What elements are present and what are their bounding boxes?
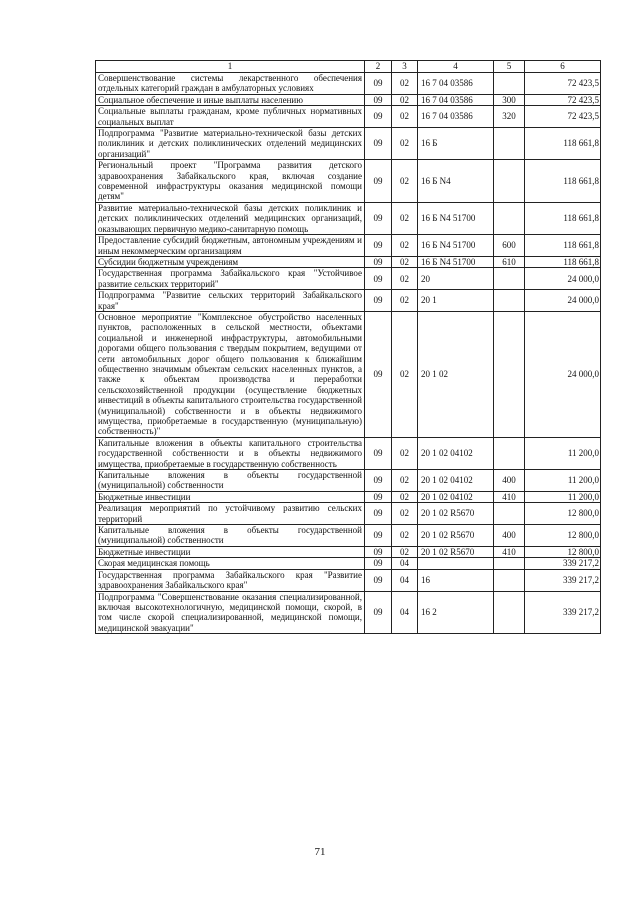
row-subsection: 02: [392, 525, 418, 547]
row-subsection: 02: [392, 106, 418, 128]
row-target-article: 16 Б N4 51700: [418, 256, 494, 267]
header-col-6: 6: [525, 61, 601, 73]
row-name: Капитальные вложения в объекты капитального строительства государственной собственности и в объекты недвижимого имущества, приобретаемые в государственную собственность: [96, 437, 365, 469]
row-expense-type: [494, 290, 525, 312]
row-expense-type: 600: [494, 235, 525, 257]
table-row: [96, 437, 601, 469]
row-target-article: 20 1 02 R5670: [418, 525, 494, 547]
row-expense-type: [494, 569, 525, 591]
row-amount: 11 200,0: [525, 437, 601, 469]
row-expense-type: 300: [494, 94, 525, 105]
row-amount: 339 217,2: [525, 569, 601, 591]
budget-table-sheet: [95, 60, 601, 634]
row-name: Государственная программа Забайкальского края "Устойчивое развитие сельских территорий": [96, 268, 365, 290]
row-section: 09: [365, 290, 392, 312]
row-section: 09: [365, 160, 392, 203]
table-row: [96, 268, 601, 290]
row-name: Подпрограмма "Развитие сельских территорий Забайкальского края": [96, 290, 365, 312]
row-section: 09: [365, 94, 392, 105]
row-name: Бюджетные инвестиции: [96, 491, 365, 502]
row-subsection: 02: [392, 437, 418, 469]
table-row: [96, 591, 601, 634]
table-row: [96, 73, 601, 95]
table-row: [96, 290, 601, 312]
budget-table: [95, 60, 601, 634]
table-row: [96, 311, 601, 437]
row-name: Государственная программа Забайкальского края "Развитие здравоохранения Забайкальского края": [96, 569, 365, 591]
row-target-article: 20 1 02 04102: [418, 470, 494, 492]
table-row: [96, 256, 601, 267]
row-subsection: 02: [392, 546, 418, 557]
table-row: [96, 546, 601, 557]
row-amount: 72 423,5: [525, 106, 601, 128]
table-row: [96, 160, 601, 203]
row-subsection: 02: [392, 268, 418, 290]
row-expense-type: 610: [494, 256, 525, 267]
table-body: [96, 73, 601, 634]
header-col-1: 1: [96, 61, 365, 73]
row-target-article: 16 Б N4: [418, 160, 494, 203]
row-target-article: 16 Б: [418, 128, 494, 160]
row-subsection: 02: [392, 73, 418, 95]
header-col-2: 2: [365, 61, 392, 73]
row-name: Бюджетные инвестиции: [96, 546, 365, 557]
row-subsection: 04: [392, 591, 418, 634]
row-amount: 339 217,2: [525, 558, 601, 569]
row-amount: 118 661,8: [525, 160, 601, 203]
row-section: 09: [365, 569, 392, 591]
table-row: [96, 128, 601, 160]
row-name: Предоставление субсидий бюджетным, автономным учреждениям и иным некоммерческим организациям: [96, 235, 365, 257]
row-section: 09: [365, 256, 392, 267]
header-row: [96, 61, 601, 73]
row-section: 09: [365, 268, 392, 290]
row-section: 09: [365, 235, 392, 257]
row-section: 09: [365, 437, 392, 469]
row-subsection: 02: [392, 202, 418, 234]
row-amount: 72 423,5: [525, 73, 601, 95]
row-expense-type: [494, 268, 525, 290]
row-amount: 118 661,8: [525, 202, 601, 234]
row-amount: 12 800,0: [525, 503, 601, 525]
row-name: Подпрограмма "Совершенствование оказания специализированной, включая высокотехнологичную, медицинской помощи, скорой, в том числе скорой специализированной, медицинской помощи, медицинской эвакуации": [96, 591, 365, 634]
row-amount: 24 000,0: [525, 311, 601, 437]
row-amount: 118 661,8: [525, 128, 601, 160]
table-row: [96, 525, 601, 547]
row-subsection: 04: [392, 558, 418, 569]
row-amount: 12 800,0: [525, 525, 601, 547]
row-expense-type: [494, 311, 525, 437]
row-amount: 24 000,0: [525, 268, 601, 290]
row-section: 09: [365, 591, 392, 634]
row-section: 09: [365, 525, 392, 547]
row-amount: 11 200,0: [525, 491, 601, 502]
table-row: [96, 202, 601, 234]
row-section: 09: [365, 491, 392, 502]
row-target-article: 16 Б N4 51700: [418, 202, 494, 234]
row-expense-type: [494, 503, 525, 525]
row-expense-type: 400: [494, 470, 525, 492]
row-subsection: 02: [392, 290, 418, 312]
row-name: Капитальные вложения в объекты государственной (муниципальной) собственности: [96, 525, 365, 547]
row-amount: 118 661,8: [525, 256, 601, 267]
row-target-article: 16: [418, 569, 494, 591]
row-target-article: 20 1 02 R5670: [418, 546, 494, 557]
row-section: 09: [365, 106, 392, 128]
row-subsection: 02: [392, 503, 418, 525]
row-amount: 339 217,2: [525, 591, 601, 634]
row-expense-type: 410: [494, 491, 525, 502]
row-section: 09: [365, 311, 392, 437]
header-col-3: 3: [392, 61, 418, 73]
row-section: 09: [365, 128, 392, 160]
row-subsection: 04: [392, 569, 418, 591]
row-expense-type: [494, 160, 525, 203]
row-expense-type: 400: [494, 525, 525, 547]
row-name: Совершенствование системы лекарственного обеспечения отдельных категорий граждан в амбулаторных условиях: [96, 73, 365, 95]
row-expense-type: 410: [494, 546, 525, 557]
row-name: Региональный проект "Программа развития детского здравоохранения Забайкальского края, включая создание современной инфраструктуры оказания медицинской помощи детям": [96, 160, 365, 203]
row-target-article: [418, 558, 494, 569]
row-expense-type: [494, 558, 525, 569]
header-col-5: 5: [494, 61, 525, 73]
table-row: [96, 235, 601, 257]
table-row: [96, 503, 601, 525]
page-number: 71: [314, 846, 326, 858]
row-subsection: 02: [392, 311, 418, 437]
row-name: Развитие материально-технической базы детских поликлиник и детских поликлинических отделений медицинских организаций, оказывающих первичную медико-санитарную помощь: [96, 202, 365, 234]
row-amount: 24 000,0: [525, 290, 601, 312]
header-col-4: 4: [418, 61, 494, 73]
row-target-article: 20 1 02: [418, 311, 494, 437]
row-section: 09: [365, 558, 392, 569]
row-target-article: 20: [418, 268, 494, 290]
row-name: Социальные выплаты гражданам, кроме публичных нормативных социальных выплат: [96, 106, 365, 128]
row-name: Капитальные вложения в объекты государственной (муниципальной) собственности: [96, 470, 365, 492]
row-subsection: 02: [392, 470, 418, 492]
table-row: [96, 470, 601, 492]
row-target-article: 16 7 04 03586: [418, 73, 494, 95]
row-subsection: 02: [392, 128, 418, 160]
row-section: 09: [365, 503, 392, 525]
row-target-article: 16 Б N4 51700: [418, 235, 494, 257]
row-section: 09: [365, 470, 392, 492]
table-row: [96, 558, 601, 569]
row-amount: 72 423,5: [525, 94, 601, 105]
table-row: [96, 569, 601, 591]
row-name: Подпрограмма "Развитие материально-технической базы детских поликлиник и детских поликлинических отделений медицинских организаций": [96, 128, 365, 160]
row-amount: 12 800,0: [525, 546, 601, 557]
row-name: Реализация мероприятий по устойчивому развитию сельских территорий: [96, 503, 365, 525]
row-expense-type: [494, 128, 525, 160]
row-target-article: 20 1 02 04102: [418, 491, 494, 502]
row-target-article: 20 1: [418, 290, 494, 312]
row-subsection: 02: [392, 256, 418, 267]
row-amount: 118 661,8: [525, 235, 601, 257]
row-section: 09: [365, 73, 392, 95]
row-expense-type: 320: [494, 106, 525, 128]
row-name: Скорая медицинская помощь: [96, 558, 365, 569]
row-expense-type: [494, 73, 525, 95]
row-target-article: 20 1 02 R5670: [418, 503, 494, 525]
row-amount: 11 200,0: [525, 470, 601, 492]
row-target-article: 16 2: [418, 591, 494, 634]
table-row: [96, 106, 601, 128]
row-section: 09: [365, 546, 392, 557]
row-subsection: 02: [392, 160, 418, 203]
row-expense-type: [494, 437, 525, 469]
row-target-article: 16 7 04 03586: [418, 94, 494, 105]
row-expense-type: [494, 202, 525, 234]
row-subsection: 02: [392, 491, 418, 502]
row-section: 09: [365, 202, 392, 234]
row-target-article: 20 1 02 04102: [418, 437, 494, 469]
row-expense-type: [494, 591, 525, 634]
row-name: Основное мероприятие "Комплексное обустройство населенных пунктов, расположенных в сельской местности, объектами социальной и инженерной инфраструктуры, автомобильными дорогами общего пользования с твердым покрытием, ведущими от сети автомобильных дорог общего пользования к ближайшим общественно значимым объектам сельских населенных пунктов, а также к объектам производства и переработки сельскохозяйственной продукции (осуществление бюджетных инвестиций в объекты капитального строительства государственной (муниципальной) собственности и в объекты недвижимого имущества, приобретаемые в государственную (муниципальную) собственность)": [96, 311, 365, 437]
row-target-article: 16 7 04 03586: [418, 106, 494, 128]
row-subsection: 02: [392, 94, 418, 105]
table-row: [96, 94, 601, 105]
row-name: Субсидии бюджетным учреждениям: [96, 256, 365, 267]
row-name: Социальное обеспечение и иные выплаты населению: [96, 94, 365, 105]
row-subsection: 02: [392, 235, 418, 257]
table-row: [96, 491, 601, 502]
